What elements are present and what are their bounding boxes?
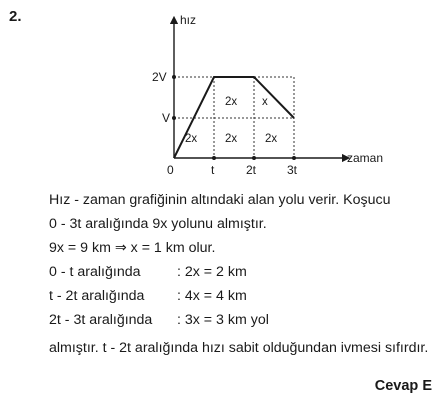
interval-value: : 2x = 2 km (177, 264, 247, 280)
solution-line-1: Hız - zaman grafiğinin altındaki alan yolu verir. Koşucu (49, 192, 391, 208)
question-number: 2. (9, 8, 22, 25)
solution-equation: 9x = 9 km ⇒ x = 1 km olur. (49, 240, 216, 256)
interval-row (49, 308, 441, 332)
interval-label: 0 - t aralığında (49, 264, 141, 280)
answer-label: Cevap E (374, 378, 432, 394)
interval-value: : 3x = 3 km yol (177, 312, 269, 328)
area-label-3: 2x (265, 133, 278, 145)
area-label-1: 2x (185, 133, 198, 145)
solution-text (49, 188, 441, 358)
interval-label: t - 2t aralığında (49, 288, 145, 304)
velocity-time-graph (0, 0, 444, 190)
x-tick-2t: 2t (246, 163, 257, 177)
solution-line-2: 0 - 3t aralığında 9x yolunu almıştır. (49, 216, 267, 232)
interval-value: : 4x = 4 km (177, 288, 247, 304)
dashed-grid (174, 77, 294, 158)
x-axis-label: zaman (347, 151, 384, 165)
x-tick-t: t (211, 163, 215, 177)
x-tick-3t: 3t (287, 163, 298, 177)
solution-conclusion: almıştır. t - 2t aralığında hızı sabit olduğundan ivmesi sıfırdır. (49, 340, 429, 356)
interval-label: 2t - 3t aralığında (49, 312, 153, 328)
area-label-2: 2x (225, 133, 238, 145)
interval-row (49, 284, 441, 308)
x-tick-0: 0 (167, 163, 174, 177)
interval-row (49, 260, 441, 284)
y-tick-v: V (162, 111, 171, 125)
y-axis-label: hız (180, 13, 197, 27)
y-tick-2v: 2V (152, 70, 167, 84)
area-label-4: 2x (225, 96, 238, 108)
area-label-5: x (262, 96, 268, 108)
